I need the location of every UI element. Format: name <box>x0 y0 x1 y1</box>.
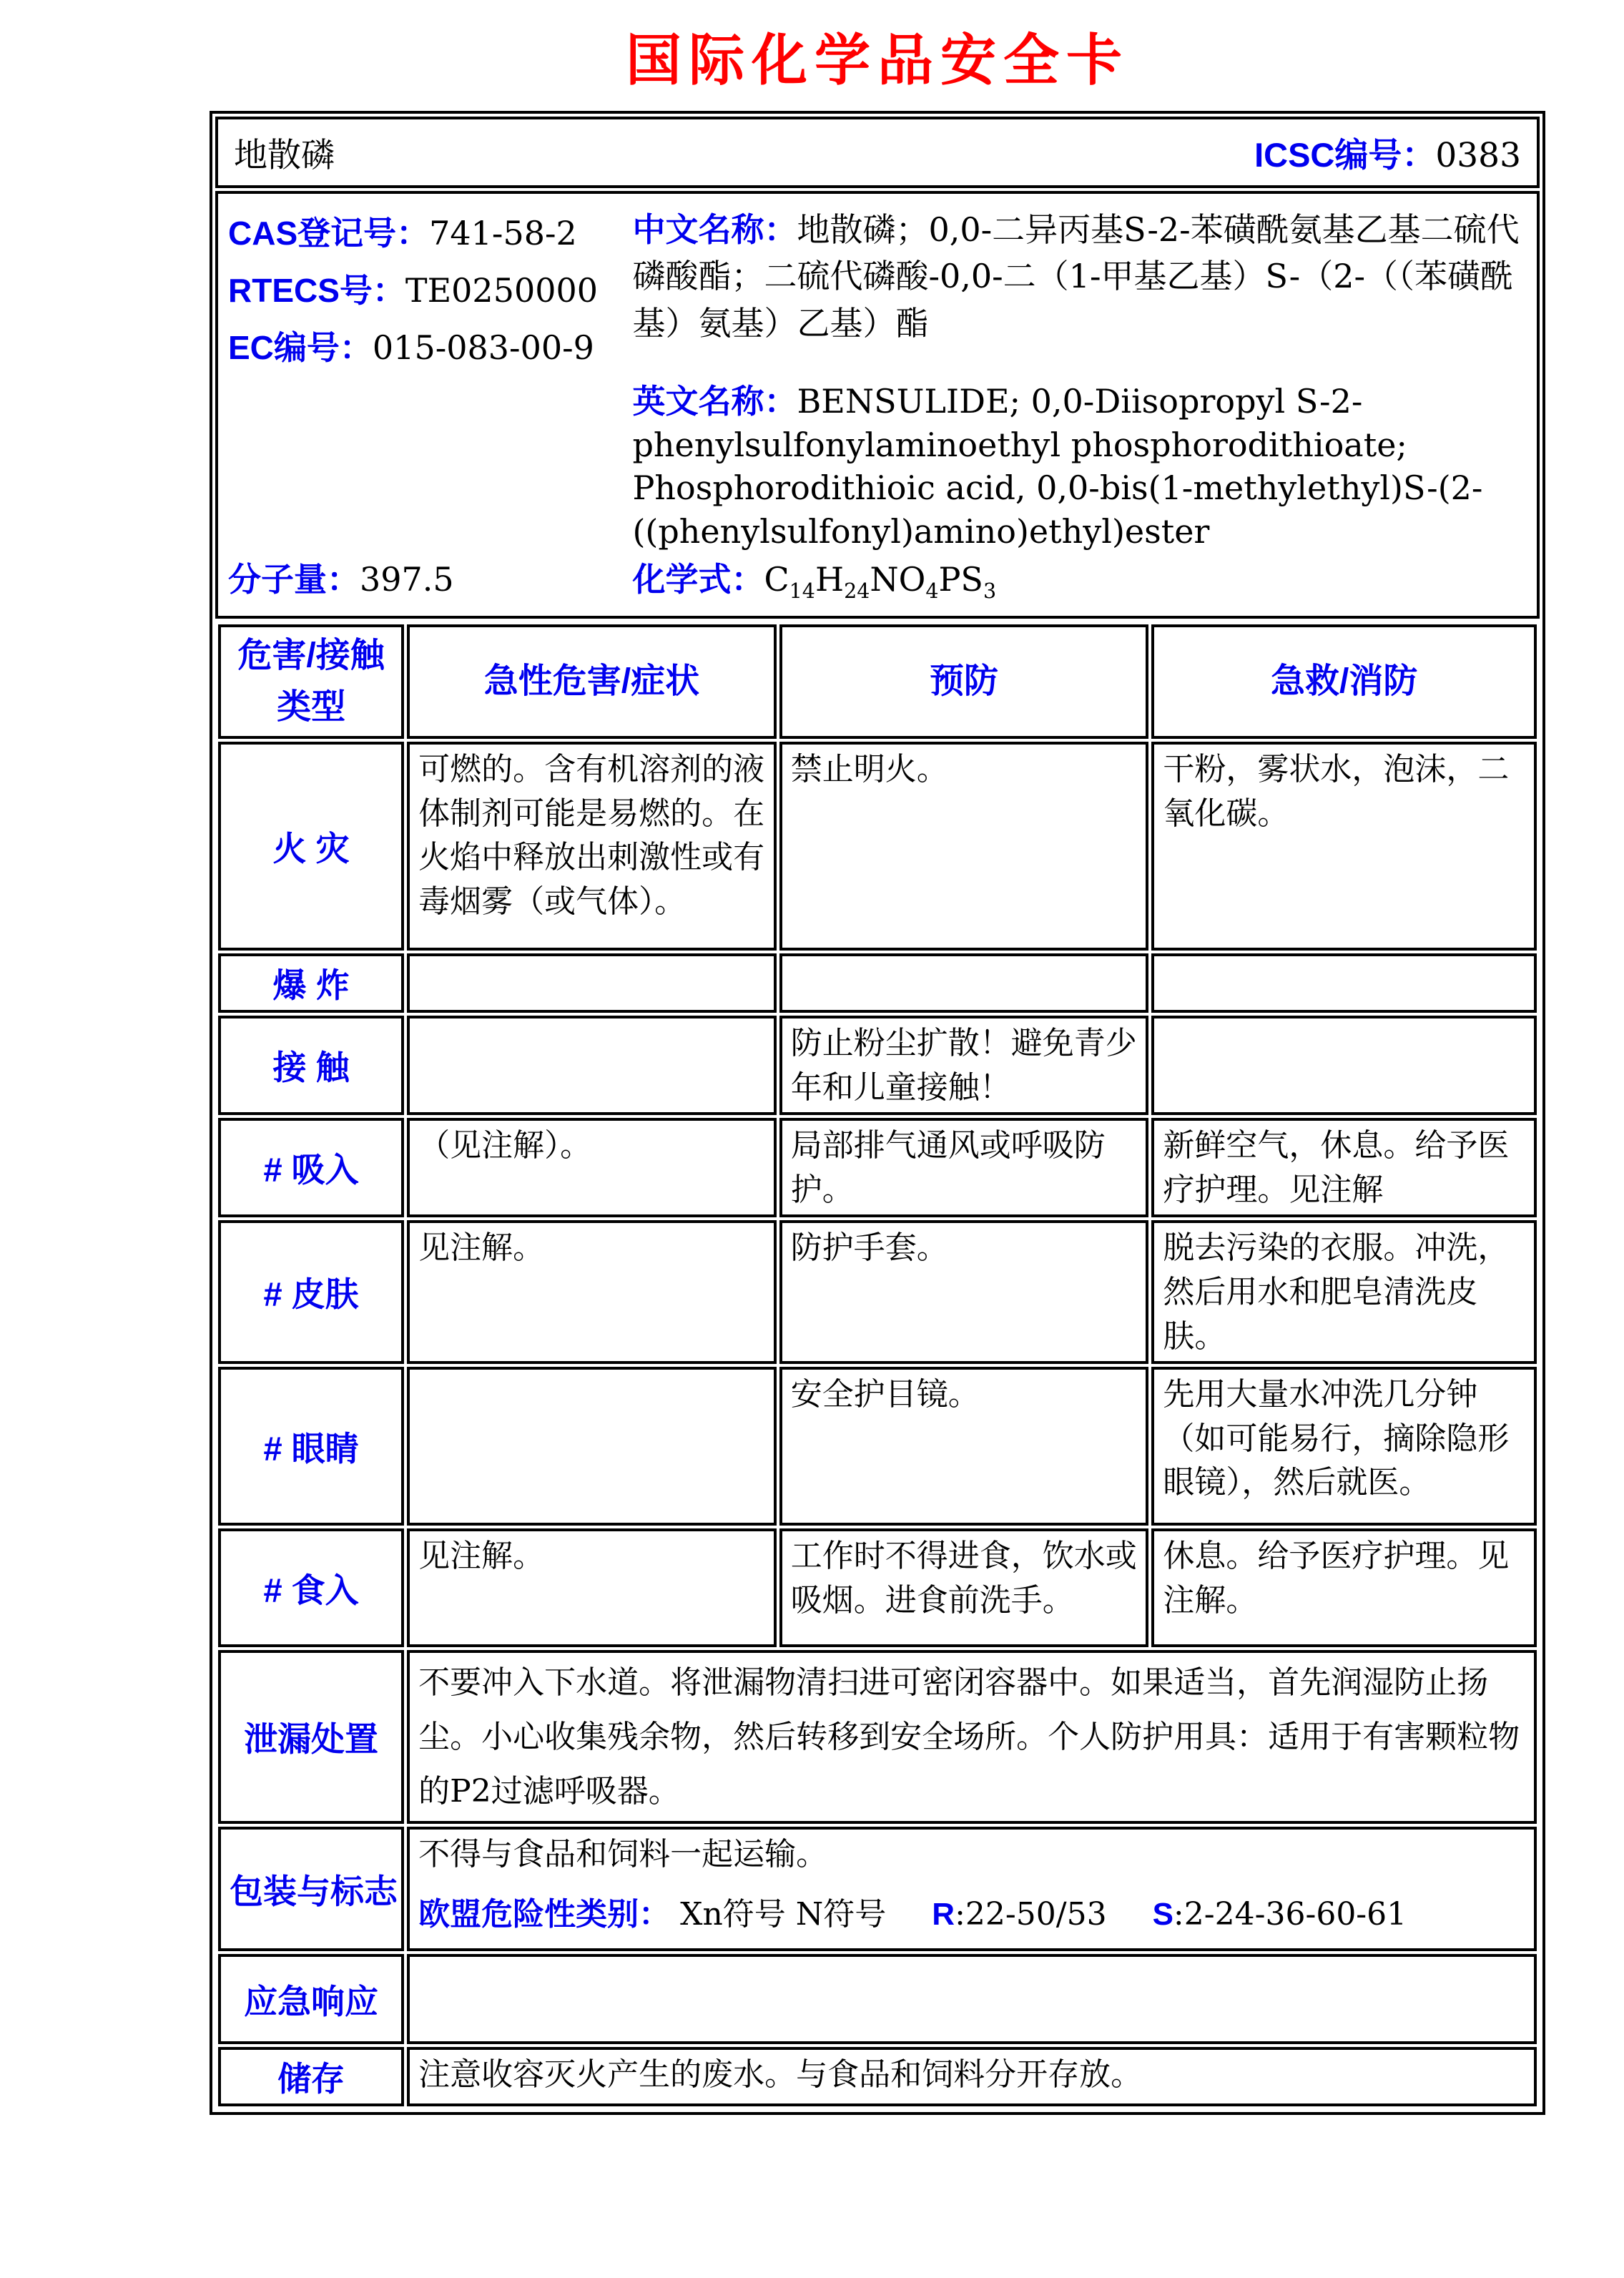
row-label-ingestion: # 食入 <box>218 1528 404 1647</box>
eyes-firstaid-text: 先用大量水冲洗几分钟（如可能易行，摘除隐形眼镜），然后就医。 <box>1163 1376 1510 1501</box>
storage-text: 注意收容灭火产生的废水。与食品和饲料分开存放。 <box>418 2056 1143 2093</box>
eu-classification-label: 欧盟危险性类别： <box>418 1896 671 1932</box>
fire-firstaid-text: 干粉，雾状水，泡沫，二氧化碳。 <box>1163 751 1510 832</box>
inhalation-prevention-text: 局部排气通风或呼吸防护。 <box>790 1127 1106 1208</box>
identifier-spacer <box>228 374 632 549</box>
row-label-emergency-response: 应急响应 <box>218 1954 404 2044</box>
molecular-weight-line <box>228 554 632 601</box>
chinese-name-value: 地散磷；0,0-二异丙基S-2-苯磺酰氨基乙基二硫代磷酸酯；二硫代磷酸-0,0-二（1-甲基乙基）S-（2-（（苯磺酰基）氨基）乙基）酯 <box>632 210 1520 343</box>
exposure-prevention-text: 防止粉尘扩散！避免青少年和儿童接触！ <box>790 1025 1137 1106</box>
col-header-acute-hazards: 急性危害/症状 <box>407 624 777 739</box>
ingestion-firstaid-text: 休息。给予医疗护理。见注解。 <box>1163 1538 1510 1619</box>
chemical-formula-value: $C_{14}H_{24}NO_4PS_3$ <box>764 559 997 603</box>
cas-number-line <box>228 207 632 255</box>
row-label-inhalation: # 吸入 <box>218 1118 404 1217</box>
s-phrases <box>1153 1896 1407 1933</box>
icsc-number-group <box>1254 129 1521 177</box>
english-name-paragraph <box>632 380 1525 554</box>
eu-symbols: Xn符号 N符号 <box>680 1895 887 1933</box>
ec-number-value: 015-083-00-9 <box>372 328 594 367</box>
rtecs-number-value: TE0250000 <box>405 271 599 310</box>
row-label-spillage: 泄漏处置 <box>218 1650 404 1824</box>
table-row-emergency-response <box>218 1954 1537 2044</box>
table-row-ingestion <box>218 1528 1537 1647</box>
col-header-hazard-type <box>218 624 404 739</box>
ingestion-prevention-text: 工作时不得进食，饮水或吸烟。进食前洗手。 <box>790 1538 1137 1619</box>
table-row-explosion <box>218 953 1537 1013</box>
col-header-prevention: 预防 <box>779 624 1149 739</box>
english-name-value: BENSULIDE; 0,0-Diisopropyl S-2-phenylsulfonylaminoethyl phosphorodithioate; Phosphorodithioic acid, 0,0-bis(1-methylethyl)S-(2-((phenylsulfonyl)amino)ethyl)ester <box>632 381 1483 551</box>
row-label-eyes: # 眼睛 <box>218 1367 404 1526</box>
table-row-packaging <box>218 1827 1537 1951</box>
r-phrases <box>932 1896 1106 1933</box>
english-name-label: 英文名称： <box>632 382 797 420</box>
identity-band <box>215 191 1540 619</box>
eyes-prevention-text: 安全护目镜。 <box>790 1376 980 1413</box>
ec-number-line <box>228 322 632 369</box>
row-label-packaging: 包装与标志 <box>218 1827 404 1951</box>
inhalation-hazards-text: （见注解）。 <box>418 1127 592 1164</box>
substance-header-band <box>215 117 1540 188</box>
fire-hazards-text: 可燃的。含有机溶剂的液体制剂可能是易燃的。在火焰中释放出刺激性或有毒烟雾（或气体）。 <box>418 751 765 920</box>
eu-classification-line <box>418 1892 1525 1937</box>
row-label-exposure: 接 触 <box>218 1016 404 1115</box>
r-phrases-label: R <box>932 1896 955 1932</box>
skin-prevention-text: 防护手套。 <box>790 1229 948 1267</box>
skin-hazards-text: 见注解。 <box>418 1229 545 1267</box>
names-column <box>632 202 1532 606</box>
hazard-table-header-row <box>218 624 1537 739</box>
inhalation-firstaid-text: 新鲜空气，休息。给予医疗护理。见注解 <box>1163 1127 1510 1208</box>
skin-firstaid-text: 脱去污染的衣服。冲洗，然后用水和肥皂清洗皮肤。 <box>1163 1229 1510 1355</box>
molecular-weight-value: 397.5 <box>360 560 454 599</box>
chemical-formula-line <box>632 554 1525 606</box>
icsc-number-value: 0383 <box>1435 135 1521 175</box>
table-row-inhalation <box>218 1118 1537 1217</box>
table-row-eyes <box>218 1367 1537 1526</box>
table-row-storage <box>218 2047 1537 2106</box>
col-header-hazard-type-line2: 类型 <box>277 688 346 726</box>
r-phrases-value: :22-50/53 <box>955 1895 1107 1933</box>
ec-number-label: EC编号： <box>228 329 373 366</box>
row-label-fire: 火 灾 <box>218 742 404 951</box>
hazard-table <box>215 622 1540 2109</box>
cas-number-value: 741-58-2 <box>429 214 577 252</box>
page-title: 国际化学品安全卡 <box>625 29 1129 92</box>
table-row-exposure <box>218 1016 1537 1115</box>
spillage-text: 不要冲入下水道。将泄漏物清扫进可密闭容器中。如果适当，首先润湿防止扬尘。小心收集残余物，然后转移到安全场所。个人防护用具：适用于有害颗粒物的P2过滤呼吸器。 <box>418 1664 1520 1810</box>
molecular-weight-label: 分子量： <box>228 561 360 598</box>
chinese-name-paragraph <box>632 207 1525 347</box>
s-phrases-value: :2-24-36-60-61 <box>1173 1895 1407 1933</box>
substance-name: 地散磷 <box>234 135 335 175</box>
packaging-transport-text: 不得与食品和饲料一起运输。 <box>418 1836 828 1873</box>
identifier-column <box>228 202 632 606</box>
fire-prevention-text: 禁止明火。 <box>790 751 948 787</box>
table-row-spillage <box>218 1650 1537 1824</box>
chemical-formula-label: 化学式： <box>632 560 764 598</box>
rtecs-number-line <box>228 265 632 312</box>
rtecs-number-label: RTECS号： <box>228 272 405 309</box>
icsc-number-label: ICSC编号： <box>1254 135 1436 174</box>
table-row-fire <box>218 742 1537 951</box>
chinese-name-label: 中文名称： <box>632 211 797 248</box>
ingestion-hazards-text: 见注解。 <box>418 1538 545 1575</box>
row-label-explosion: 爆 炸 <box>218 953 404 1013</box>
col-header-first-aid: 急救/消防 <box>1151 624 1537 739</box>
s-phrases-label: S <box>1152 1896 1173 1932</box>
row-label-storage: 储存 <box>218 2047 404 2106</box>
row-label-skin: # 皮肤 <box>218 1220 404 1364</box>
card-frame <box>210 111 1545 2115</box>
table-row-skin <box>218 1220 1537 1364</box>
col-header-hazard-type-line1: 危害/接触 <box>237 637 385 674</box>
cas-number-label: CAS登记号： <box>228 215 430 252</box>
